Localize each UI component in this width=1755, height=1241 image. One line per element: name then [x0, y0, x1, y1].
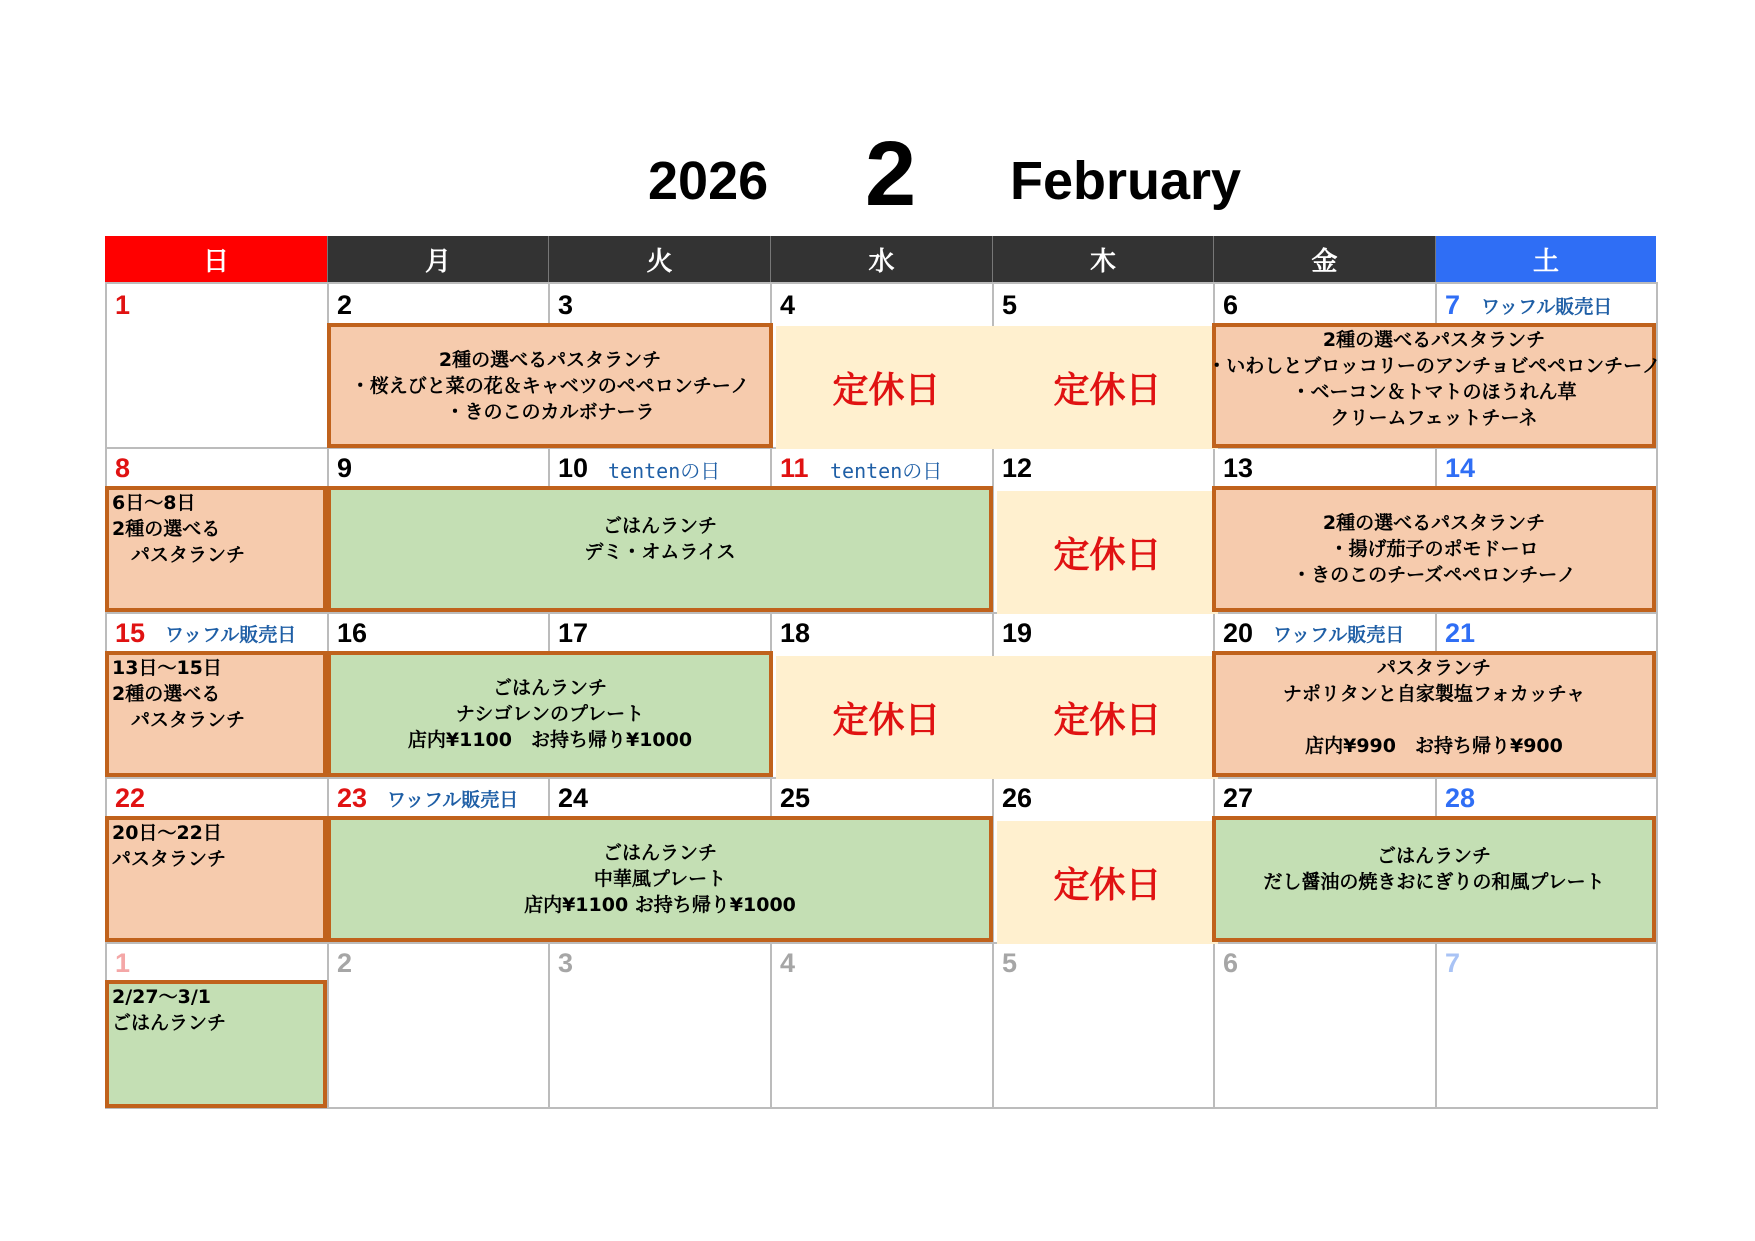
- day-number: 22: [115, 783, 146, 813]
- day-note: ワッフル販売日: [387, 789, 519, 811]
- day-number: 3: [558, 290, 574, 320]
- event-rice-lunch: [327, 651, 773, 777]
- day-number: 4: [780, 290, 796, 320]
- day-number: 4: [780, 948, 796, 978]
- holiday-cell: [776, 326, 997, 449]
- day-number: 2: [337, 948, 353, 978]
- weekday-header-1: 月: [327, 236, 548, 282]
- event-text-line: 2/27～3/1: [112, 986, 211, 1008]
- day-number: 7: [1445, 948, 1461, 978]
- day-note: ワッフル販売日: [1481, 296, 1613, 318]
- day-number: 1: [115, 290, 131, 320]
- calendar-year: 2026: [648, 151, 769, 211]
- event-text-line: ・きのこのカルボナーラ: [445, 400, 655, 423]
- event-pasta-lunch: [105, 816, 327, 942]
- closed-day-label: 定休日: [1053, 535, 1162, 576]
- event-text-line: 2種の選べるパスタランチ: [438, 348, 662, 371]
- grid-line: [105, 612, 1658, 614]
- day-number: 2: [337, 290, 353, 320]
- weekday-header-0: 日: [105, 236, 327, 282]
- weekday-header-3: 水: [770, 236, 992, 282]
- event-text-line: 2種の選べるパスタランチ: [1322, 512, 1546, 534]
- event-pasta-lunch: [105, 651, 327, 777]
- day-note: ワッフル販売日: [165, 624, 297, 646]
- day-number: 23: [337, 783, 368, 813]
- holiday-cell: [997, 821, 1218, 944]
- day-number: 19: [1002, 618, 1033, 648]
- event-text-line: ・揚げ茄子のポモドーロ: [1329, 538, 1539, 560]
- day-number: 24: [558, 783, 589, 813]
- grid-line: [105, 1107, 1658, 1109]
- event-text-line: ・きのこのチーズペペロンチーノ: [1292, 564, 1576, 586]
- closed-day-label: 定休日: [1053, 865, 1162, 906]
- closed-day-label: 定休日: [832, 700, 941, 741]
- day-number: 11: [780, 453, 809, 483]
- event-text-line: パスタランチ: [112, 848, 227, 870]
- event-text-line: パスタランチ: [112, 709, 246, 731]
- calendar-month-name: February: [1010, 151, 1242, 211]
- day-number: 5: [1002, 290, 1018, 320]
- grid-line: [105, 282, 1658, 284]
- event-text-line: ごはんランチ: [1376, 845, 1491, 867]
- event-text-line: 店内¥990 お持ち帰り¥900: [1305, 735, 1563, 757]
- event-text-line: 中華風プレート: [593, 868, 727, 890]
- day-note: tentenの日: [830, 459, 943, 483]
- event-rice-lunch: [105, 980, 327, 1108]
- day-number: 10: [558, 453, 589, 483]
- day-number: 26: [1002, 783, 1033, 813]
- event-text-line: ・ベーコン＆トマトのほうれん草: [1291, 381, 1577, 403]
- day-number: 28: [1445, 783, 1476, 813]
- event-text-line: ナシゴレンのプレート: [455, 703, 645, 725]
- event-rice-lunch: [1212, 816, 1656, 942]
- event-pasta-lunch: [1207, 323, 1661, 448]
- event-rice-lunch: [327, 816, 993, 942]
- day-number: 1: [115, 948, 131, 978]
- event-text-line: 20日～22日: [112, 822, 222, 844]
- event-text-line: 2種の選べるパスタランチ: [1322, 329, 1546, 351]
- event-text-line: クリームフェットチーネ: [1330, 407, 1538, 429]
- day-number: 13: [1223, 453, 1254, 483]
- day-note: tentenの日: [608, 459, 721, 483]
- closed-day-label: 定休日: [1053, 370, 1162, 411]
- day-number: 12: [1002, 453, 1033, 483]
- event-text-line: パスタランチ: [112, 544, 246, 566]
- event-pasta-lunch: [327, 323, 773, 448]
- day-number: 18: [780, 618, 811, 648]
- day-note: ワッフル販売日: [1273, 624, 1405, 646]
- event-text-line: ・いわしとブロッコリーのアンチョビペペロンチーノ: [1207, 355, 1661, 377]
- day-number: 6: [1223, 948, 1239, 978]
- event-text-line: ナポリタンと自家製塩フォカッチャ: [1282, 683, 1586, 705]
- closed-day-label: 定休日: [1053, 700, 1162, 741]
- grid-line: [105, 942, 1658, 944]
- day-number: 6: [1223, 290, 1239, 320]
- weekday-header-5: 金: [1213, 236, 1435, 282]
- event-text-line: 店内¥1100 お持ち帰り¥1000: [407, 729, 693, 751]
- day-number: 17: [558, 618, 589, 648]
- day-number: 25: [780, 783, 811, 813]
- closed-day-label: 定休日: [832, 370, 941, 411]
- day-number: 20: [1223, 618, 1254, 648]
- day-number: 8: [115, 453, 131, 483]
- event-text-line: デミ・オムライス: [584, 541, 736, 563]
- day-number: 7: [1445, 290, 1461, 320]
- event-pasta-lunch: [105, 486, 327, 612]
- event-text-line: ごはんランチ: [602, 842, 717, 864]
- weekday-header-6: 土: [1435, 236, 1656, 282]
- day-number: 27: [1223, 783, 1254, 813]
- grid-line: [1656, 282, 1658, 1107]
- day-number: 9: [337, 453, 353, 483]
- weekday-header-2: 火: [548, 236, 770, 282]
- event-text-line: 2種の選べる: [112, 518, 221, 540]
- day-number: 15: [115, 618, 146, 648]
- holiday-cell: [776, 656, 997, 779]
- event-text-line: 店内¥1100 お持ち帰り¥1000: [524, 894, 796, 916]
- day-number: 21: [1445, 618, 1476, 648]
- event-text-line: だし醤油の焼きおにぎりの和風プレート: [1263, 871, 1605, 893]
- event-text-line: パスタランチ: [1376, 657, 1491, 679]
- day-number: 5: [1002, 948, 1018, 978]
- day-number: 16: [337, 618, 368, 648]
- event-text-line: ごはんランチ: [492, 677, 607, 699]
- holiday-cell: [997, 656, 1218, 779]
- holiday-cell: [997, 491, 1218, 614]
- event-pasta-lunch: [1212, 486, 1656, 612]
- event-text-line: ごはんランチ: [112, 1012, 227, 1034]
- event-text-line: 13日～15日: [112, 657, 222, 679]
- holiday-cell: [997, 326, 1218, 449]
- event-text-line: ・桜えびと菜の花＆キャベツのペペロンチーノ: [350, 374, 750, 397]
- calendar-month-number: 2: [865, 123, 917, 225]
- event-pasta-lunch: [1212, 651, 1656, 777]
- day-number: 14: [1445, 453, 1476, 483]
- event-rice-lunch: [327, 486, 993, 612]
- weekday-header-4: 木: [992, 236, 1213, 282]
- day-number: 3: [558, 948, 574, 978]
- event-text-line: 2種の選べる: [112, 683, 221, 705]
- event-text-line: 6日～8日: [112, 492, 196, 514]
- event-text-line: ごはんランチ: [602, 515, 717, 537]
